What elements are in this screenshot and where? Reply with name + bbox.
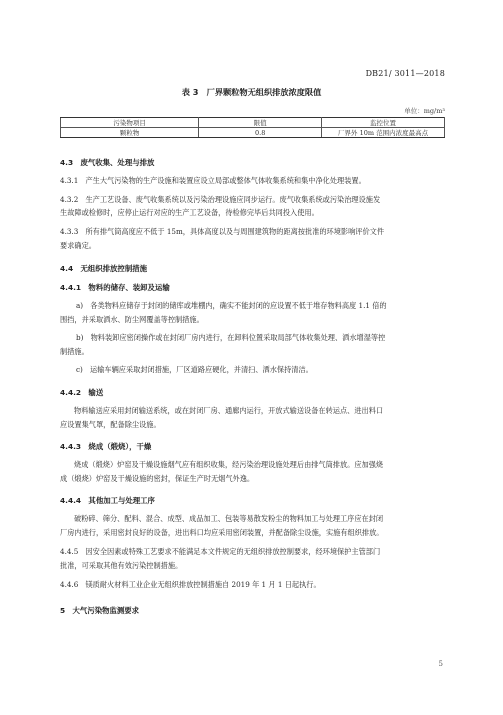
- clause-4-3-1: 4.3.1 产生大气污染物的生产设施和装置应设立局部或整体气体收集系统和集中净化处理装置。: [60, 176, 366, 185]
- section-heading-4-4: 4.4 无组织排放控制措施: [60, 264, 147, 273]
- table-header-cell: 限值: [199, 118, 322, 128]
- paragraph-4-4-2: 物料输送应采用封闭输送系统，或在封闭厂房、通廊内运行，开放式输送设备在转运点、进出料口: [74, 406, 384, 415]
- page-number: 5: [438, 660, 443, 668]
- list-item-a-cont: 围挡，并采取洒水、防尘网覆盖等控制措施。: [60, 315, 204, 324]
- table-row: [61, 128, 445, 138]
- clause-4-3-2: 4.3.2 生产工艺设备、废气收集系统以及污染治理设施应同步运行。废气收集系统或污染治理设施发: [60, 195, 381, 204]
- table-cell: 0.8: [199, 128, 322, 138]
- clause-4-3-2-cont: 生故障或检修时，应停止运行对应的生产工艺设备，待检修完毕后共同投入使用。: [60, 208, 319, 217]
- table-cell: 厂界外 10m 范围内浓度最高点: [322, 128, 445, 138]
- limits-table: [60, 117, 445, 138]
- paragraph-4-4-3: 烧成（煅烧）炉窑及干燥设施烟气应有组织收集，经污染治理设施处理后由排气筒排放。应加强烧: [74, 460, 384, 469]
- subsection-heading-4-4-3: 4.4.3 烧成（煅烧），干燥: [60, 442, 152, 451]
- table-cell: 颗粒物: [61, 128, 199, 138]
- list-item-b: b) 物料装卸应密闭操作或在封闭厂房内进行，在卸料位置采取局部气体收集处理、洒水增湿等控: [76, 333, 386, 342]
- section-heading-4-3: 4.3 废气收集、处理与排放: [60, 158, 155, 167]
- table-header-row: [61, 118, 445, 128]
- paragraph-4-4-4: 破粉碎、筛分、配料、混合、成型、成品加工、包装等易散发粉尘的物料加工与处理工序应在封闭: [74, 514, 384, 523]
- paragraph-4-4-3-cont: 成（煅烧）炉窑及干燥设施的密封，保证生产时无烟气外逸。: [60, 474, 255, 483]
- subsection-heading-4-4-2: 4.4.2 输送: [60, 388, 104, 397]
- subsection-heading-4-4-1: 4.4.1 物料的储存、装卸及运输: [60, 283, 170, 292]
- clause-4-3-3: 4.3.3 所有排气筒高度应不低于 15m，具体高度以及与周围建筑物的距离按批准的环境影响评价文件: [60, 227, 385, 236]
- paragraph-4-4-4-cont: 厂房内进行，采用密封良好的设备，进出料口均应采用密闭装置，并配备除尘设施，实施有组织排放。: [60, 528, 384, 537]
- clause-4-4-6: 4.4.6 镁质耐火材料工业企业无组织排放控制措施自 2019 年 1 月 1 日起执行。: [60, 580, 321, 589]
- section-heading-5: 5 大气污染物监测要求: [60, 606, 140, 615]
- list-item-a: a) 各类物料应储存于封闭的储库或堆棚内，确实不能封闭的应设置不低于堆存物料高度 1.1 倍的: [76, 301, 387, 310]
- list-item-c: c) 运输车辆应采取封闭措施，厂区道路应硬化，并清扫、洒水保持清洁。: [76, 365, 313, 374]
- document-code: DB21/ 3011—2018: [365, 69, 445, 78]
- list-item-b-cont: 制措施。: [60, 347, 89, 356]
- table-header-cell: 污染物项目: [61, 118, 199, 128]
- table-header-cell: 监控位置: [322, 118, 445, 128]
- subsection-heading-4-4-4: 4.4.4 其他加工与处理工序: [60, 496, 155, 505]
- paragraph-4-4-2-cont: 应设置集气罩，配备除尘设施。: [60, 420, 161, 429]
- clause-4-4-5-cont: 批准，可采取其他有效污染控制措施。: [60, 561, 183, 570]
- table-unit: 单位：mg/m³: [404, 107, 445, 115]
- clause-4-4-5: 4.4.5 因安全因素或特殊工艺要求不能满足本文件规定的无组织排放控制要求，经环境保护主管部门: [60, 547, 381, 556]
- table-title: 表 3 厂界颗粒物无组织排放浓度限值: [181, 87, 322, 97]
- clause-4-3-3-cont: 要求确定。: [60, 241, 96, 250]
